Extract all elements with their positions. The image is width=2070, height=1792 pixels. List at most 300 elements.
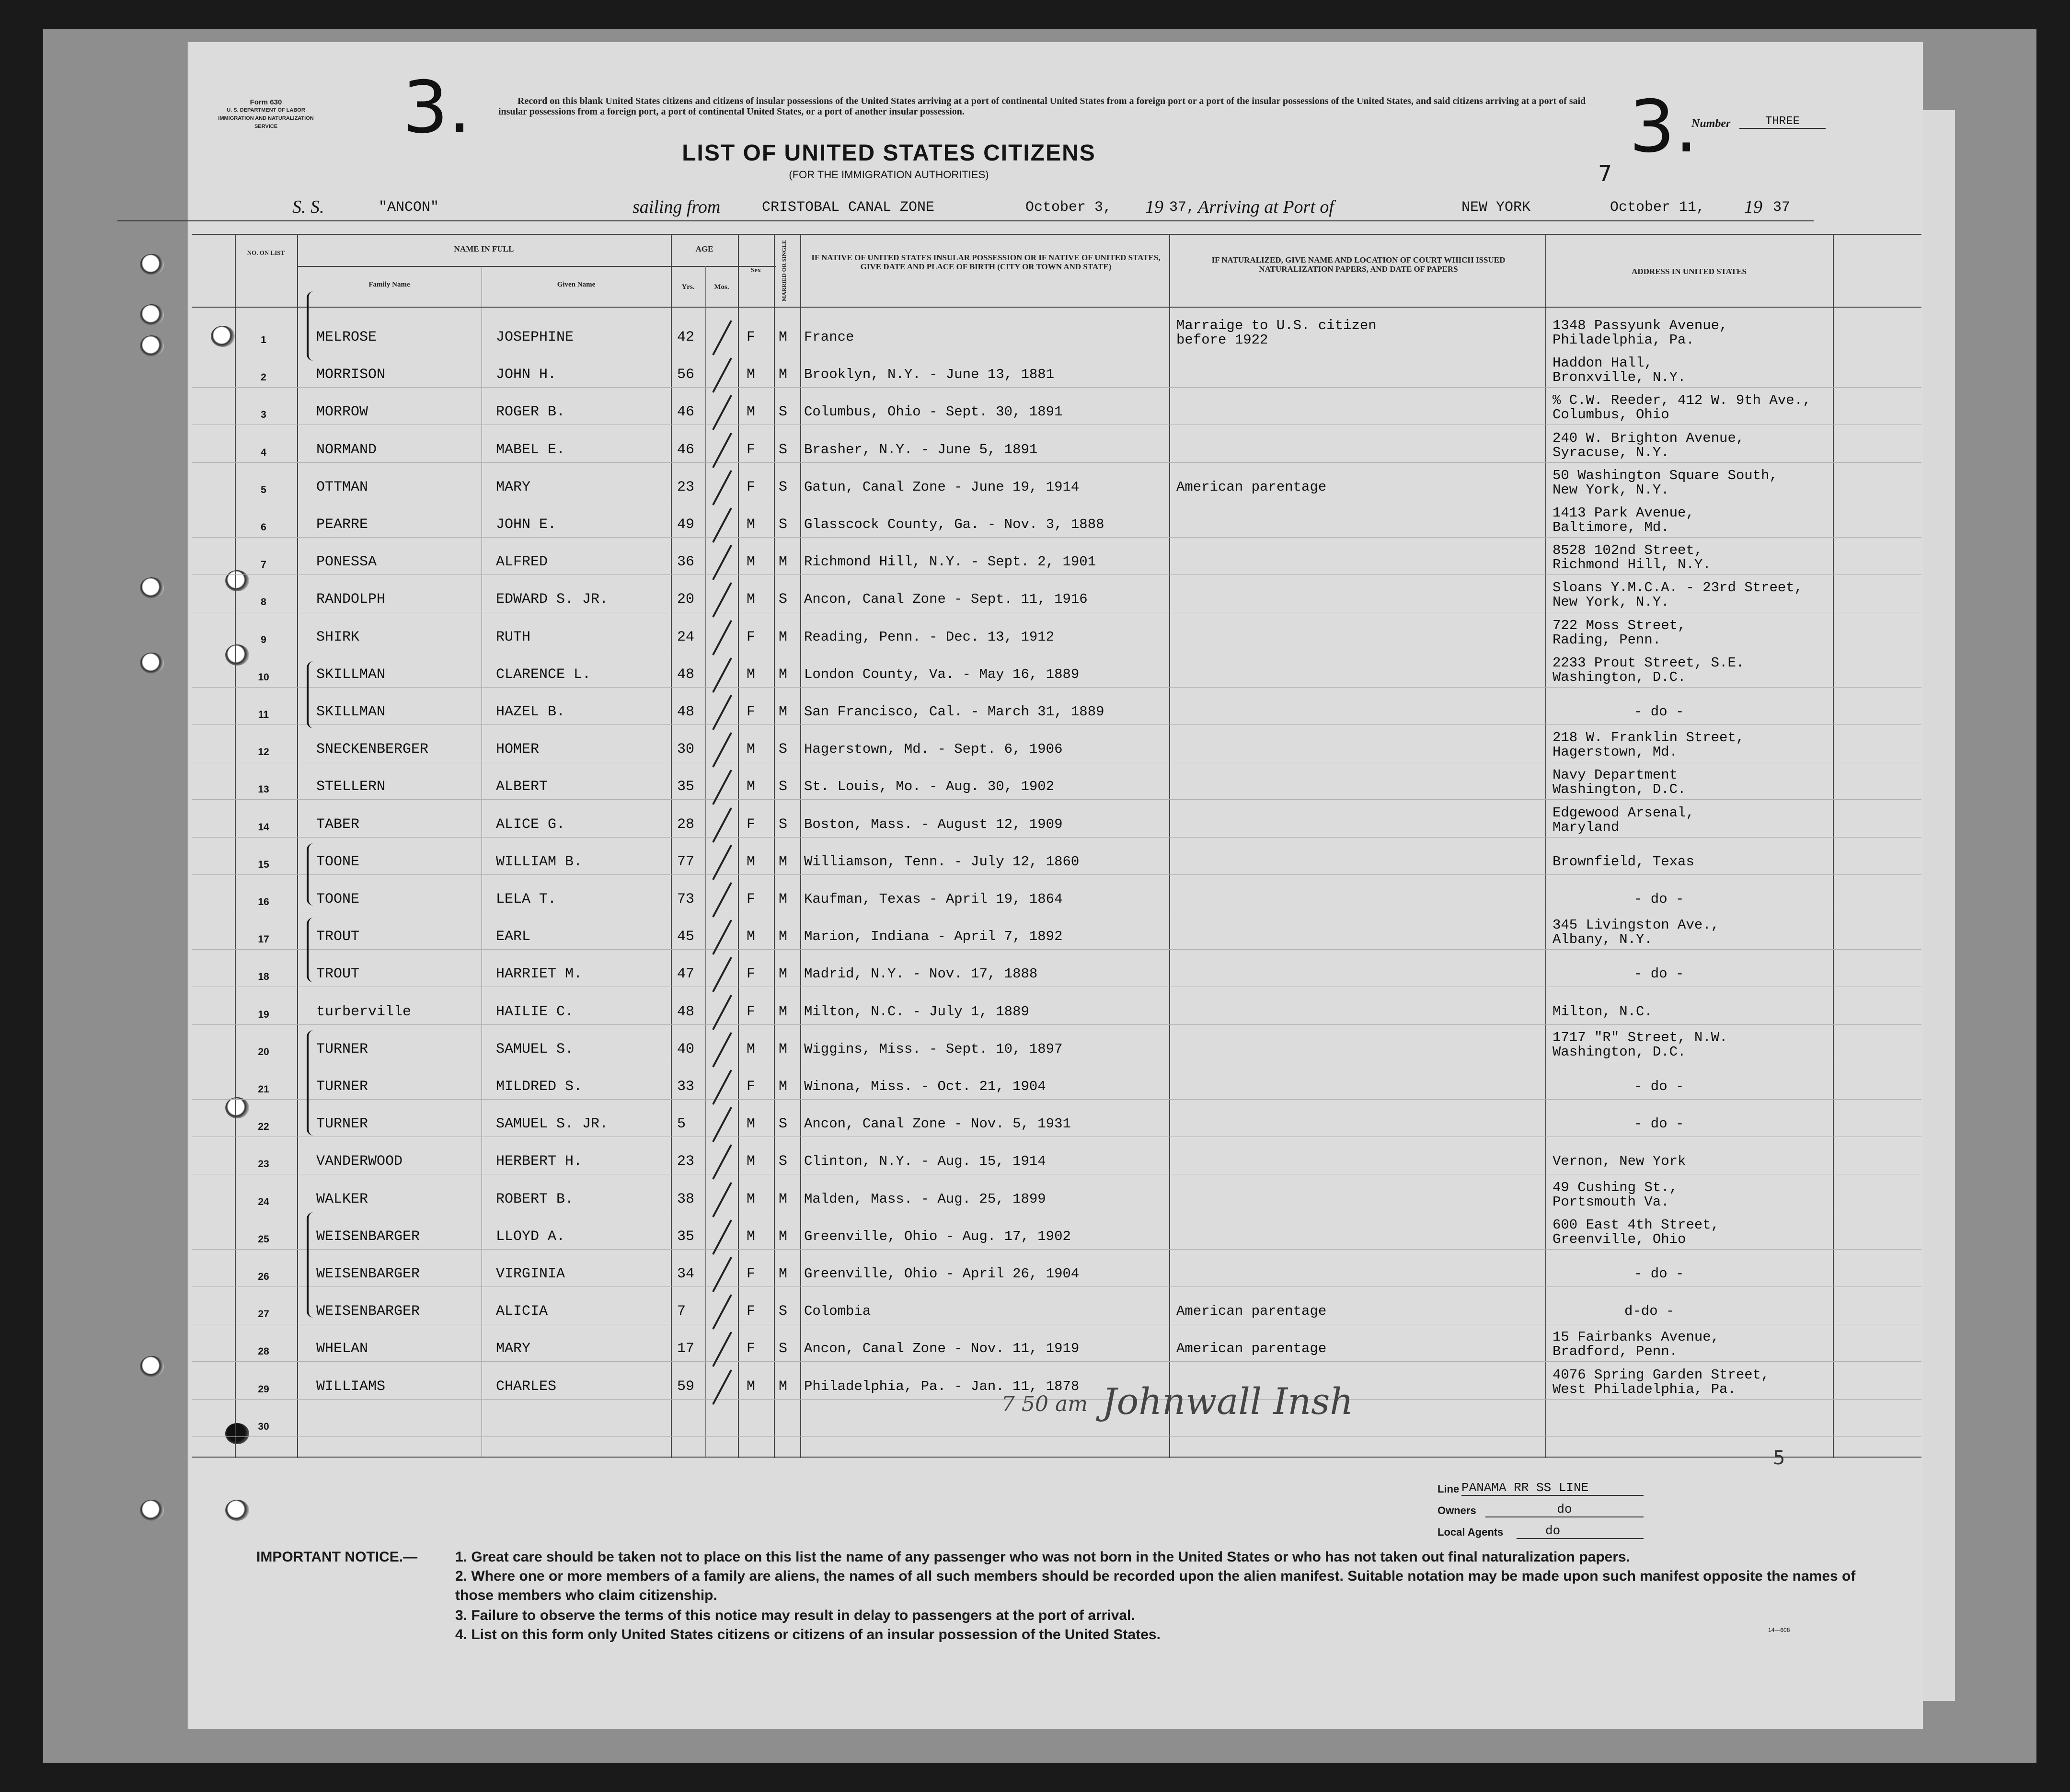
age-years: 48 — [677, 704, 695, 720]
family-name: WEISENBARGER — [316, 1266, 420, 1282]
marital-status: S — [779, 442, 788, 458]
notice-item-2: 2. Where one or more members of a family are aliens, the names of all such members should be recorded upon the alien manifest. Suitable notation may be made upon such manifest opposite the names of those members who claim citizenship. — [455, 1568, 1856, 1603]
address-line-2: New York, N.Y. — [1552, 482, 1669, 498]
col-line — [1545, 234, 1546, 1458]
local-agents-value: do — [1517, 1524, 1644, 1539]
family-name: STELLERN — [316, 779, 386, 795]
sex: F — [747, 479, 756, 495]
row-rule — [192, 837, 1921, 838]
handwritten-list-number-left: 3. — [402, 66, 472, 149]
sex: F — [747, 1079, 756, 1095]
marital-status: S — [779, 779, 788, 795]
row-number: 19 — [258, 1009, 269, 1020]
col-header-family-name: Family Name — [368, 281, 410, 288]
line-label: Line — [1438, 1483, 1460, 1495]
handwritten-list-number-right: 3. — [1629, 85, 1698, 169]
address-line-1: d-do - — [1624, 1303, 1675, 1319]
age-years: 77 — [677, 854, 695, 870]
family-name: SNECKENBERGER — [316, 741, 429, 758]
address-line-1: Milton, N.C. — [1552, 1004, 1653, 1020]
birth-place-date: Colombia — [804, 1303, 871, 1319]
departure-date: October 3, — [1025, 199, 1112, 216]
birth-place-date: San Francisco, Cal. - March 31, 1889 — [804, 704, 1104, 720]
marital-status: S — [779, 741, 788, 758]
family-brace — [307, 1030, 316, 1136]
row-number: 1 — [261, 334, 266, 345]
given-name: ALFRED — [496, 554, 548, 570]
age-years: 49 — [677, 517, 695, 533]
age-years: 34 — [677, 1266, 695, 1282]
address-line-1: - do - — [1634, 1079, 1684, 1094]
row-number: 13 — [258, 784, 269, 795]
marital-status: M — [779, 1079, 788, 1095]
address-line-1: Sloans Y.M.C.A. - 23rd Street, — [1552, 580, 1803, 596]
given-name: ALICE G. — [496, 816, 565, 833]
marital-status: M — [779, 666, 788, 683]
birth-place-date: Richmond Hill, N.Y. - Sept. 2, 1901 — [804, 554, 1096, 570]
address-line-1: 1717 "R" Street, N.W. — [1552, 1030, 1728, 1045]
family-name: TURNER — [316, 1041, 368, 1057]
address-line-2: Albany, N.Y. — [1552, 931, 1653, 947]
departure-port: CRISTOBAL CANAL ZONE — [762, 199, 935, 216]
local-agents-label: Local Agents — [1438, 1526, 1504, 1538]
sex: F — [747, 816, 756, 833]
row-number: 12 — [258, 747, 269, 758]
family-name: PONESSA — [316, 554, 377, 570]
age-years: 28 — [677, 816, 695, 833]
given-name: JOHN E. — [496, 517, 557, 533]
arrival-year: 37 — [1773, 199, 1791, 216]
row-number: 16 — [258, 896, 269, 907]
naturalization-line-1: American parentage — [1176, 1303, 1327, 1319]
sex: M — [747, 929, 756, 945]
handwritten-time: 7 50 am — [1001, 1392, 1088, 1416]
sex: F — [747, 1004, 756, 1020]
col-line — [1833, 234, 1834, 1458]
age-years: 56 — [677, 367, 695, 383]
marital-status: M — [779, 367, 788, 383]
marital-status: M — [779, 1378, 788, 1395]
address-line-1: 8528 102nd Street, — [1552, 542, 1703, 558]
address-line-2: Greenville, Ohio — [1552, 1231, 1686, 1247]
naturalization-line-1: American parentage — [1176, 1341, 1327, 1356]
marital-status: M — [779, 329, 788, 345]
given-name: LELA T. — [496, 891, 557, 907]
family-name: SKILLMAN — [316, 704, 386, 720]
service-name: IMMIGRATION AND NATURALIZATION SERVICE — [218, 115, 314, 129]
inspector-signature: Johnwall Insh — [1102, 1380, 1354, 1423]
age-years: 35 — [677, 779, 695, 795]
family-brace — [307, 843, 316, 906]
row-number: 24 — [258, 1196, 269, 1207]
birth-place-date: St. Louis, Mo. - Aug. 30, 1902 — [804, 779, 1055, 794]
naturalization-line-1: Marraige to U.S. citizen — [1176, 318, 1377, 333]
row-number: 18 — [258, 971, 269, 982]
page-title: LIST OF UNITED STATES CITIZENS — [682, 140, 1096, 166]
owners-label: Owners — [1438, 1505, 1476, 1516]
marital-status: M — [779, 554, 788, 570]
naturalization-line-2: before 1922 — [1176, 332, 1268, 348]
age-years: 20 — [677, 591, 695, 608]
col-line — [671, 234, 672, 1458]
row-number: 3 — [261, 409, 266, 420]
address-line-2: Washington, D.C. — [1552, 669, 1686, 685]
row-number: 30 — [258, 1421, 269, 1432]
row-rule — [192, 462, 1921, 463]
marital-status: M — [779, 966, 788, 982]
family-name: MELROSE — [316, 329, 377, 345]
sex: M — [747, 1153, 756, 1170]
row-number: 23 — [258, 1159, 269, 1170]
row-rule — [192, 1361, 1921, 1362]
ss-label: S. S. — [292, 197, 324, 217]
sex: F — [747, 966, 756, 982]
form-number: Form 630 — [250, 98, 282, 106]
family-name: turberville — [316, 1004, 412, 1020]
sex: M — [747, 367, 756, 383]
address-line-1: - do - — [1634, 704, 1684, 720]
given-name: HOMER — [496, 741, 540, 758]
given-name: CHARLES — [496, 1378, 557, 1395]
row-rule — [192, 1436, 1921, 1437]
arrival-year-prefix: 19 — [1744, 197, 1762, 217]
given-name: VIRGINIA — [496, 1266, 565, 1282]
family-name: WHELAN — [316, 1341, 368, 1357]
department-name: U. S. DEPARTMENT OF LABOR — [227, 107, 305, 113]
table-top-rule — [192, 234, 1921, 235]
sailing-label: sailing from — [632, 197, 721, 217]
notice-label: IMPORTANT NOTICE.— — [256, 1549, 418, 1565]
age-years: 36 — [677, 554, 695, 570]
birth-place-date: Ancon, Canal Zone - Nov. 11, 1919 — [804, 1341, 1080, 1356]
address-line-2: Bradford, Penn. — [1552, 1344, 1678, 1359]
row-number: 4 — [261, 447, 266, 458]
header-bottom-rule — [192, 307, 1921, 308]
address-line-1: Edgewood Arsenal, — [1552, 805, 1694, 821]
address-line-1: Brownfield, Texas — [1552, 854, 1694, 870]
address-line-2: Philadelphia, Pa. — [1552, 332, 1694, 348]
col-line — [705, 266, 706, 1458]
age-years: 45 — [677, 929, 695, 945]
family-name: TROUT — [316, 966, 360, 982]
address-line-1: 1413 Park Avenue, — [1552, 505, 1694, 521]
address-line-2: Portsmouth Va. — [1552, 1194, 1669, 1210]
family-name: VANDERWOOD — [316, 1153, 403, 1170]
family-name: TOONE — [316, 854, 360, 870]
col-header-birth: IF NATIVE OF UNITED STATES INSULAR POSSESSION OR IF NATIVE OF UNITED STATES, GIVE DATE AND PLACE OF BIRTH (CITY OR TOWN AND STATE) — [811, 253, 1161, 271]
given-name: MARY — [496, 1341, 531, 1357]
birth-place-date: Columbus, Ohio - Sept. 30, 1891 — [804, 404, 1063, 420]
sex: M — [747, 554, 756, 570]
address-line-2: New York, N.Y. — [1552, 594, 1669, 610]
arrival-port: NEW YORK — [1461, 199, 1531, 216]
birth-place-date: Williamson, Tenn. - July 12, 1860 — [804, 854, 1080, 870]
sex: F — [747, 891, 756, 907]
family-name: WEISENBARGER — [316, 1229, 420, 1245]
birth-place-date: Madrid, N.Y. - Nov. 17, 1888 — [804, 966, 1038, 982]
birth-place-date: Philadelphia, Pa. - Jan. 11, 1878 — [804, 1378, 1080, 1394]
sex: F — [747, 629, 756, 645]
sex: F — [747, 1341, 756, 1357]
family-name: SHIRK — [316, 629, 360, 645]
row-number: 25 — [258, 1234, 269, 1245]
address-line-1: % C.W. Reeder, 412 W. 9th Ave., — [1552, 392, 1811, 408]
handwritten-seven: 7 — [1598, 161, 1612, 186]
address-line-1: 218 W. Franklin Street, — [1552, 730, 1745, 746]
birth-place-date: Brooklyn, N.Y. - June 13, 1881 — [804, 367, 1055, 382]
row-rule — [192, 387, 1921, 388]
notice-item-3: 3. Failure to observe the terms of this notice may result in delay to passengers at the port of arrival. — [455, 1608, 1135, 1623]
col-header-name-in-full: NAME IN FULL — [454, 244, 514, 253]
birth-place-date: France — [804, 329, 854, 345]
marital-status: M — [779, 1041, 788, 1057]
row-number: 7 — [261, 559, 266, 570]
address-line-1: - do - — [1634, 1116, 1684, 1132]
address-line-2: Hagerstown, Md. — [1552, 744, 1678, 760]
given-name: ALBERT — [496, 779, 548, 795]
row-number: 15 — [258, 859, 269, 870]
family-name: TABER — [316, 816, 360, 833]
given-name: EDWARD S. JR. — [496, 591, 609, 608]
sex: M — [747, 1378, 756, 1395]
marital-status: M — [779, 1004, 788, 1020]
address-line-2: Columbus, Ohio — [1552, 407, 1669, 423]
address-line-1: - do - — [1634, 891, 1684, 907]
birth-place-date: Marion, Indiana - April 7, 1892 — [804, 929, 1063, 944]
handwritten-page-mark: 5 — [1773, 1447, 1785, 1469]
row-number: 14 — [258, 822, 269, 833]
col-header-address: ADDRESS IN UNITED STATES — [1632, 267, 1747, 276]
marital-status: S — [779, 1153, 788, 1170]
row-number: 21 — [258, 1084, 269, 1095]
address-line-2: Syracuse, N.Y. — [1552, 445, 1669, 460]
row-rule — [192, 874, 1921, 875]
address-line-2: Baltimore, Md. — [1552, 519, 1669, 535]
row-rule — [192, 537, 1921, 538]
marital-status: S — [779, 479, 788, 495]
birth-place-date: Greenville, Ohio - Aug. 17, 1902 — [804, 1229, 1071, 1244]
col-header-married-single: MARRIED OR SINGLE — [781, 240, 787, 302]
age-years: 33 — [677, 1079, 695, 1095]
address-line-2: Washington, D.C. — [1552, 781, 1686, 797]
given-name: LLOYD A. — [496, 1229, 565, 1245]
sex: M — [747, 779, 756, 795]
family-name: WEISENBARGER — [316, 1303, 420, 1320]
notice-item-4: 4. List on this form only United States citizens or citizens of an insular possession of the United States. — [455, 1627, 1161, 1643]
age-years: 5 — [677, 1116, 686, 1132]
arriving-label: Arriving at Port of — [1198, 197, 1334, 217]
notice-item-1: 1. Great care should be taken not to place on this list the name of any passenger who was not born in the United States or who has not taken out final naturalization papers. — [455, 1549, 1631, 1565]
row-rule — [192, 1249, 1921, 1250]
family-name: PEARRE — [316, 517, 368, 533]
col-header-months: Mos. — [714, 283, 729, 291]
address-line-1: 49 Cushing St., — [1552, 1180, 1678, 1195]
address-line-2: Richmond Hill, N.Y. — [1552, 557, 1711, 573]
birth-place-date: Clinton, N.Y. - Aug. 15, 1914 — [804, 1153, 1046, 1169]
family-name: WALKER — [316, 1191, 368, 1207]
age-years: 46 — [677, 404, 695, 420]
row-number: 27 — [258, 1309, 269, 1320]
address-line-2: Rading, Penn. — [1552, 632, 1661, 648]
sex: M — [747, 666, 756, 683]
row-number: 5 — [261, 484, 266, 495]
age-years: 73 — [677, 891, 695, 907]
col-header-naturalized: IF NATURALIZED, GIVE NAME AND LOCATION OF COURT WHICH ISSUED NATURALIZATION PAPERS, AND DATE OF PAPERS — [1211, 255, 1506, 274]
row-number: 11 — [258, 709, 269, 720]
given-name: ROBERT B. — [496, 1191, 574, 1207]
row-number: 22 — [258, 1121, 269, 1132]
col-line — [800, 234, 801, 1458]
family-name: MORRISON — [316, 367, 386, 383]
given-name: MILDRED S. — [496, 1079, 583, 1095]
row-number: 9 — [261, 634, 266, 645]
page-subtitle: (FOR THE IMMIGRATION AUTHORITIES) — [789, 169, 989, 181]
address-line-2: West Philadelphia, Pa. — [1552, 1381, 1736, 1397]
marital-status: M — [779, 929, 788, 945]
birth-place-date: Winona, Miss. - Oct. 21, 1904 — [804, 1079, 1046, 1094]
col-header-no: NO. ON LIST — [247, 249, 285, 256]
number-label: Number — [1691, 117, 1731, 130]
age-years: 59 — [677, 1378, 695, 1395]
family-name: TOONE — [316, 891, 360, 907]
address-line-2: Washington, D.C. — [1552, 1044, 1686, 1060]
birth-place-date: Reading, Penn. - Dec. 13, 1912 — [804, 629, 1055, 645]
age-years: 46 — [677, 442, 695, 458]
given-name: HAILIE C. — [496, 1004, 574, 1020]
ship-name: "ANCON" — [379, 199, 439, 216]
marital-status: M — [779, 629, 788, 645]
family-brace — [307, 918, 316, 982]
address-line-1: - do - — [1634, 1266, 1684, 1282]
col-header-age: AGE — [695, 244, 713, 253]
naturalization-line-1: American parentage — [1176, 479, 1327, 495]
given-name: RUTH — [496, 629, 531, 645]
given-name: MABEL E. — [496, 442, 565, 458]
family-name: TURNER — [316, 1116, 368, 1132]
family-name: MORROW — [316, 404, 368, 420]
sex: M — [747, 1041, 756, 1057]
col-line — [297, 234, 298, 1458]
row-number: 2 — [261, 372, 266, 383]
row-number: 6 — [261, 522, 266, 533]
row-rule — [192, 1099, 1921, 1100]
sex: F — [747, 1303, 756, 1320]
age-years: 47 — [677, 966, 695, 982]
age-years: 24 — [677, 629, 695, 645]
row-number: 28 — [258, 1346, 269, 1357]
given-name: ROGER B. — [496, 404, 565, 420]
address-line-1: Navy Department — [1552, 767, 1678, 783]
address-line-1: 4076 Spring Garden Street, — [1552, 1367, 1770, 1383]
marital-status: S — [779, 1303, 788, 1320]
address-line-1: 2233 Prout Street, S.E. — [1552, 655, 1745, 671]
family-brace — [307, 661, 316, 728]
address-line-1: 722 Moss Street, — [1552, 618, 1686, 633]
owners-value: do — [1485, 1502, 1644, 1517]
col-line — [738, 234, 739, 1458]
col-line — [774, 234, 775, 1458]
family-name: NORMAND — [316, 442, 377, 458]
birth-place-date: Glasscock County, Ga. - Nov. 3, 1888 — [804, 517, 1104, 532]
family-name: OTTMAN — [316, 479, 368, 495]
marital-status: S — [779, 1116, 788, 1132]
address-line-1: 240 W. Brighton Avenue, — [1552, 430, 1745, 446]
address-line-1: 1348 Passyunk Avenue, — [1552, 318, 1728, 333]
address-line-1: 15 Fairbanks Avenue, — [1552, 1329, 1720, 1345]
sex: M — [747, 517, 756, 533]
address-line-2: Bronxville, N.Y. — [1552, 369, 1686, 385]
given-name: HERBERT H. — [496, 1153, 583, 1170]
marital-status: M — [779, 1191, 788, 1207]
line-value: PANAMA RR SS LINE — [1461, 1481, 1644, 1496]
age-years: 48 — [677, 1004, 695, 1020]
sex: M — [747, 1191, 756, 1207]
row-rule — [192, 1024, 1921, 1025]
marital-status: M — [779, 704, 788, 720]
given-name: SAMUEL S. — [496, 1041, 574, 1057]
marital-status: M — [779, 1266, 788, 1282]
given-name: HAZEL B. — [496, 704, 565, 720]
form-code: 14—608 — [1768, 1627, 1790, 1633]
arrival-date: October 11, — [1610, 199, 1705, 216]
row-number: 20 — [258, 1046, 269, 1057]
marital-status: S — [779, 1341, 788, 1357]
marital-status: S — [779, 404, 788, 420]
given-name: CLARENCE L. — [496, 666, 591, 683]
family-name: TURNER — [316, 1079, 368, 1095]
given-name: JOSEPHINE — [496, 329, 574, 345]
given-name: ALICIA — [496, 1303, 548, 1320]
marital-status: S — [779, 517, 788, 533]
family-name: SKILLMAN — [316, 666, 386, 683]
row-number: 17 — [258, 934, 269, 945]
birth-place-date: Kaufman, Texas - April 19, 1864 — [804, 891, 1063, 907]
sex: M — [747, 1229, 756, 1245]
departure-year-prefix: 19 — [1145, 197, 1163, 217]
address-line-1: 345 Livingston Ave., — [1552, 917, 1720, 933]
given-name: JOHN H. — [496, 367, 557, 383]
sex: F — [747, 704, 756, 720]
address-line-1: 50 Washington Square South, — [1552, 468, 1778, 483]
marital-status: S — [779, 816, 788, 833]
row-rule — [192, 724, 1921, 725]
record-instructions: Record on this blank United States citizens and citizens of insular possessions of the United States arriving at a port of continental United States from a foreign port or a port of the insular possessions of the United States, and said citizens arriving at a port of said insular possessions from a foreign port, a port of continental United States, or a port of another insular possession. — [498, 96, 1586, 117]
col-line — [235, 234, 236, 1458]
row-number: 26 — [258, 1271, 269, 1282]
row-rule — [192, 574, 1921, 575]
col-header-given-name: Given Name — [557, 281, 596, 288]
age-years: 40 — [677, 1041, 695, 1057]
sex: M — [747, 591, 756, 608]
age-years: 48 — [677, 666, 695, 683]
address-line-1: 600 East 4th Street, — [1552, 1217, 1720, 1233]
birth-place-date: Gatun, Canal Zone - June 19, 1914 — [804, 479, 1080, 495]
col-header-years: Yrs. — [681, 283, 695, 291]
given-name: WILLIAM B. — [496, 854, 583, 870]
age-years: 38 — [677, 1191, 695, 1207]
col-line — [1169, 234, 1170, 1458]
sex: F — [747, 442, 756, 458]
departure-year: 37, — [1169, 199, 1196, 216]
row-rule — [192, 799, 1921, 800]
given-name: HARRIET M. — [496, 966, 583, 982]
address-line-1: Vernon, New York — [1552, 1153, 1686, 1169]
given-name: MARY — [496, 479, 531, 495]
row-number: 8 — [261, 597, 266, 608]
age-years: 23 — [677, 1153, 695, 1170]
age-years: 30 — [677, 741, 695, 758]
sex: M — [747, 404, 756, 420]
